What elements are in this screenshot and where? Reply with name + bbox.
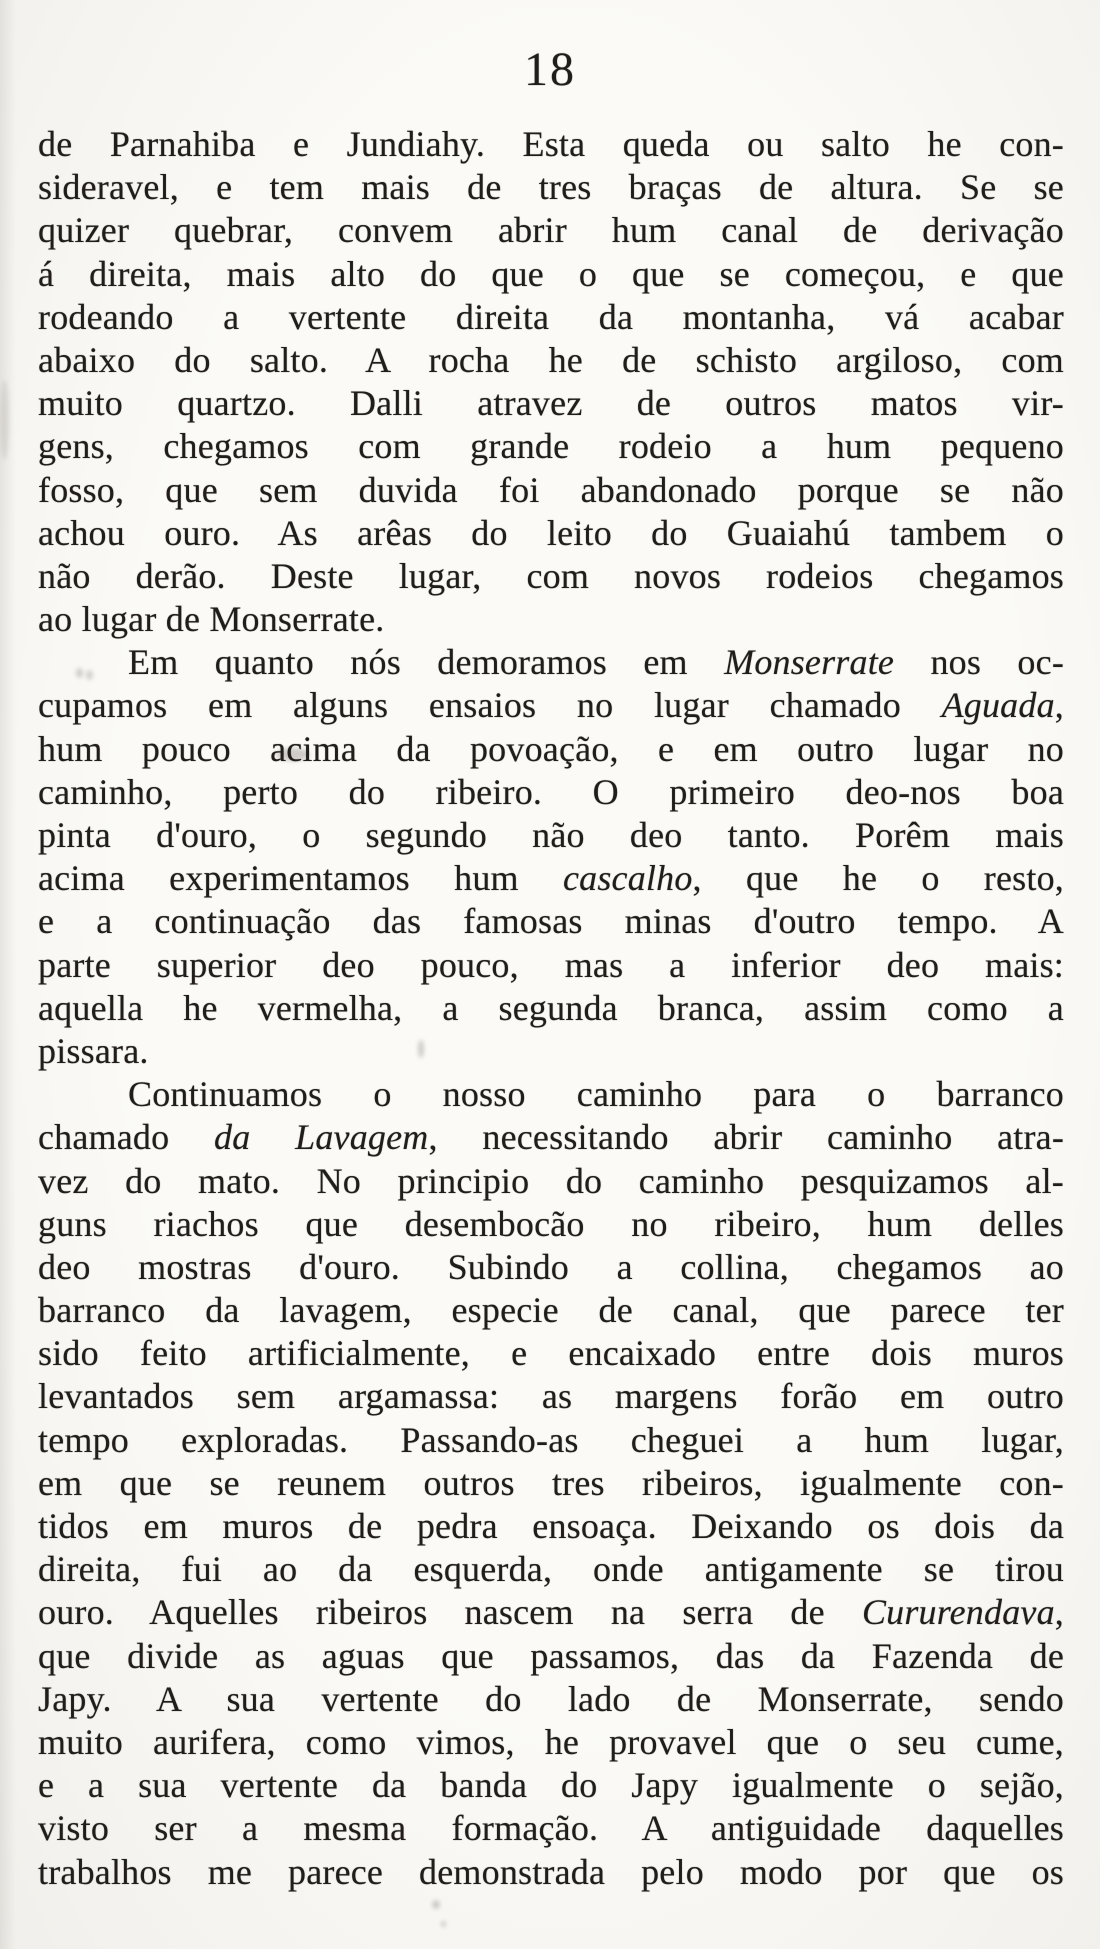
scan-smudge (441, 1921, 446, 1927)
text-run: muito quartzo. Dalli atravez de outros matos vir- (38, 383, 1064, 424)
page-text (38, 123, 1064, 1894)
text-run: trabalhos me parece demonstrada pelo modo por que os (38, 1851, 1064, 1892)
text-line (38, 1160, 1064, 1203)
text-line (38, 1505, 1064, 1548)
text-line (38, 1851, 1064, 1894)
text-line (38, 641, 1064, 684)
text-line (38, 382, 1064, 425)
text-run: cupamos em alguns ensaios no lugar chamado (38, 685, 942, 726)
text-run: ao lugar de Monserrate. (38, 599, 385, 640)
text-line (38, 987, 1064, 1030)
italic-run: Monserrate (724, 642, 895, 683)
text-run: levantados sem argamassa: as margens forão em outro (38, 1376, 1064, 1417)
text-run: em que se reunem outros tres ribeiros, igualmente con- (38, 1462, 1064, 1503)
text-line (38, 425, 1064, 468)
text-run: fosso, que sem duvida foi abandonado porque se não (38, 469, 1064, 510)
text-run: , que he o resto, (692, 858, 1064, 899)
text-run: , (1054, 685, 1064, 726)
text-run: deo mostras d'ouro. Subindo a collina, chegamos ao (38, 1246, 1064, 1287)
scan-smudge (0, 380, 9, 460)
text-run: e a continuação das famosas minas d'outro tempo. A (38, 901, 1064, 942)
text-line (38, 900, 1064, 943)
text-run: pissara. (38, 1030, 149, 1071)
text-line (38, 123, 1064, 166)
text-line (38, 1462, 1064, 1505)
text-line (38, 296, 1064, 339)
text-line (38, 1246, 1064, 1289)
text-run: direita, fui ao da esquerda, onde antigamente se tirou (38, 1549, 1064, 1590)
text-run: aquella he vermelha, a segunda branca, assim como a (38, 987, 1064, 1028)
text-run: gens, chegamos com grande rodeio a hum pequeno (38, 426, 1064, 467)
text-run: rodeando a vertente direita da montanha, vá acabar (38, 296, 1064, 337)
text-run: pinta d'ouro, o segundo não deo tanto. Porêm mais (38, 815, 1064, 855)
text-line (38, 512, 1064, 555)
text-run: barranco da lavagem, especie de canal, que parece ter (38, 1290, 1064, 1331)
text-run: hum pouco acima da povoação, e em outro lugar no (38, 728, 1064, 769)
text-run: , necessitando abrir caminho atra- (428, 1117, 1065, 1158)
text-run: sido feito artificialmente, e encaixado entre dois muros (38, 1333, 1064, 1374)
text-line (38, 1203, 1064, 1246)
page-number: 18 (524, 43, 576, 96)
text-line (38, 209, 1064, 252)
text-line (38, 771, 1064, 814)
italic-run: da Lavagem (214, 1117, 429, 1158)
text-line (38, 1678, 1064, 1721)
text-line (38, 1548, 1064, 1591)
text-run: vez do mato. No principio do caminho pesquizamos al- (38, 1160, 1064, 1201)
text-line (38, 166, 1064, 209)
text-run: nos oc- (894, 642, 1065, 683)
italic-run: cascalho (562, 858, 693, 899)
text-line (38, 684, 1064, 727)
text-line (38, 1375, 1064, 1418)
scan-smudge (432, 1900, 440, 1909)
text-line (38, 339, 1064, 382)
text-line (38, 1591, 1064, 1634)
text-line (38, 1764, 1064, 1807)
text-run: tempo exploradas. Passando-as cheguei a hum lugar, (38, 1419, 1064, 1460)
text-line (38, 1116, 1064, 1159)
text-line (38, 469, 1064, 512)
text-run: Continuamos o nosso caminho para o barranco (128, 1074, 1064, 1115)
text-run: Japy. A sua vertente do lado de Monserrate, sendo (38, 1678, 1064, 1719)
text-run: caminho, perto do ribeiro. O primeiro deo-nos boa (38, 771, 1064, 812)
text-line (38, 857, 1064, 900)
text-run: acima experimentamos hum (38, 858, 563, 899)
text-run: parte superior deo pouco, mas a inferior deo mais: (38, 944, 1064, 985)
text-run: achou ouro. As arêas do leito do Guaiahú tambem o (38, 512, 1064, 553)
text-line (38, 1721, 1064, 1764)
text-line (38, 253, 1064, 296)
text-run: de Parnahiba e Jundiahy. Esta queda ou salto he con- (38, 124, 1064, 164)
text-line (38, 814, 1064, 857)
text-run: e a sua vertente da banda do Japy igualmente o sejão, (38, 1765, 1064, 1806)
text-line (38, 1289, 1064, 1332)
text-run: visto ser a mesma formação. A antiguidade daquelles (38, 1808, 1064, 1849)
text-line (38, 1073, 1064, 1116)
text-line (38, 1332, 1064, 1375)
italic-run: Aguada (941, 685, 1055, 726)
text-line (38, 728, 1064, 771)
text-run: á direita, mais alto do que o que se começou, e que (38, 253, 1064, 294)
text-run: que divide as aguas que passamos, das da Fazenda de (38, 1635, 1064, 1676)
text-run: não derão. Deste lugar, com novos rodeios chegamos (38, 555, 1064, 596)
text-run: quizer quebrar, convem abrir hum canal de derivação (38, 210, 1064, 251)
text-line (38, 555, 1064, 598)
text-run: chamado (38, 1117, 215, 1158)
text-line (38, 1419, 1064, 1462)
text-run: , (1054, 1592, 1064, 1633)
text-run: tidos em muros de pedra ensoaça. Deixando os dois da (38, 1506, 1064, 1546)
italic-run: Cururendava (861, 1592, 1055, 1633)
text-line (38, 1635, 1064, 1678)
text-run: abaixo do salto. A rocha he de schisto argiloso, com (38, 339, 1064, 380)
text-line (38, 1807, 1064, 1850)
text-run: guns riachos que desembocão no ribeiro, hum delles (38, 1203, 1064, 1244)
text-run: muito aurifera, como vimos, he provavel que o seu cume, (38, 1721, 1064, 1762)
text-line (38, 944, 1064, 987)
text-run: ouro. Aquelles ribeiros nascem na serra de (38, 1592, 862, 1633)
text-run: Em quanto nós demoramos em (128, 642, 725, 683)
text-run: sideravel, e tem mais de tres braças de altura. Se se (38, 167, 1064, 208)
text-line (38, 598, 1064, 641)
text-line (38, 1030, 1064, 1073)
